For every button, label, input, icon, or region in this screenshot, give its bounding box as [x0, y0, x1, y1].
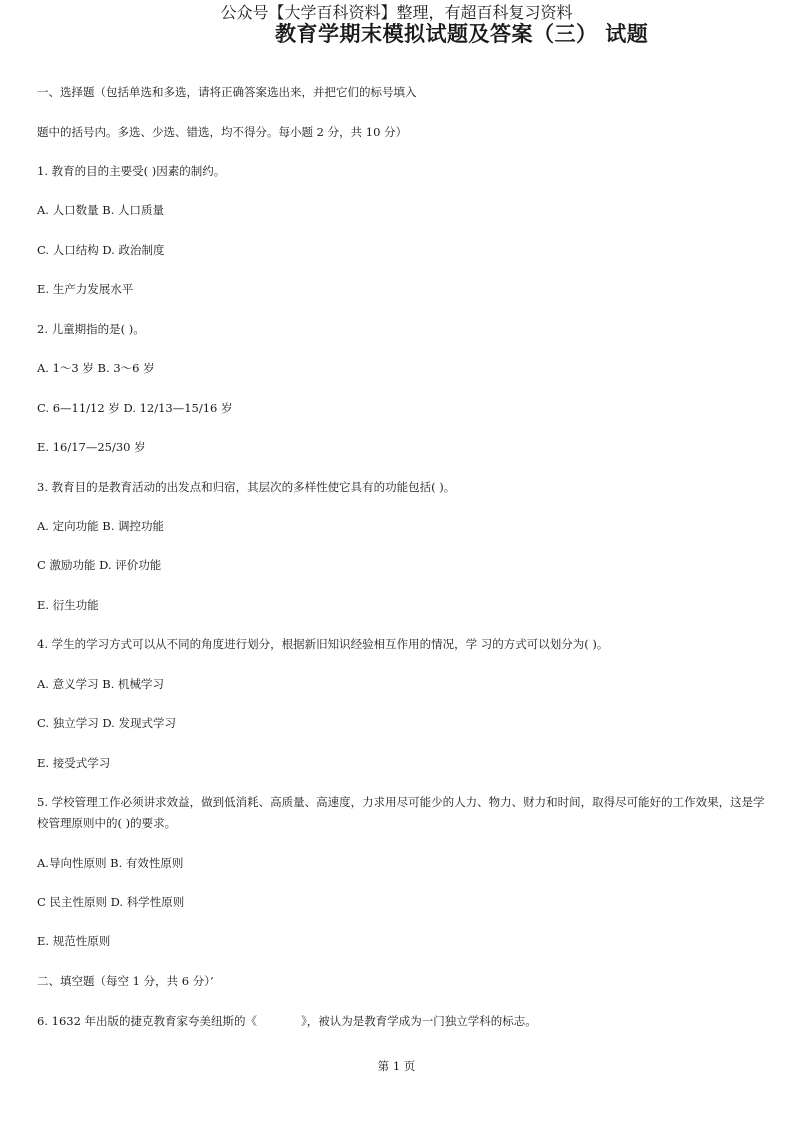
question-2-option-line: E. 16/17—25/30 岁	[37, 440, 146, 454]
question-5-option-line: C 民主性原则 D. 科学性原则	[37, 895, 185, 909]
question-6-after-blank: 》，被认为是教育学成为一门独立学科的标志。	[301, 1014, 537, 1028]
question-3-option-line: E. 衍生功能	[37, 598, 99, 612]
page-title: 教育学期末模拟试题及答案（三） 试题	[275, 22, 649, 46]
page-number: 第 1 页	[377, 1059, 416, 1073]
question-1-option-line: C. 人口结构 D. 政治制度	[37, 243, 165, 257]
question-6-line	[37, 1013, 537, 1029]
section-one-heading-line2: 题中的括号内。多选、少选、错选，均不得分。每小题 2 分，共 10 分）	[37, 125, 408, 139]
question-4-stem: 4. 学生的学习方式可以从不同的角度进行划分，根据新旧知识经验相互作用的情况，学 习的方式可以划分为( )。	[37, 637, 609, 651]
question-1-option-line: E. 生产力发展水平	[37, 282, 134, 296]
question-5-option-line: A.导向性原则 B. 有效性原则	[37, 856, 184, 870]
question-4-option-line: C. 独立学习 D. 发现式学习	[37, 716, 176, 730]
section-one-heading-line1: 一、选择题（包括单选和多选，请将正确答案选出来，并把它们的标号填入	[37, 85, 417, 99]
question-6-before-blank: 6. 1632 年出版的捷克教育家夸美纽斯的《	[37, 1014, 258, 1028]
question-2-option-line: C. 6—11/12 岁 D. 12/13—15/16 岁	[37, 401, 233, 415]
question-4-option-line: E. 接受式学习	[37, 756, 111, 770]
question-2-option-line: A. 1～3 岁 B. 3～6 岁	[37, 361, 155, 375]
question-3-stem: 3. 教育目的是教育活动的出发点和归宿，其层次的多样性使它具有的功能包括( )。	[37, 480, 456, 494]
question-2-stem: 2. 儿童期指的是( )。	[37, 322, 145, 336]
question-5-option-line: E. 规范性原则	[37, 934, 111, 948]
question-3-option-line: A. 定向功能 B. 调控功能	[37, 519, 165, 533]
question-1-option-line: A. 人口数量 B. 人口质量	[37, 203, 165, 217]
question-4-option-line: A. 意义学习 B. 机械学习	[37, 677, 165, 691]
question-3-option-line: C 激励功能 D. 评价功能	[37, 558, 162, 572]
question-5-stem: 5. 学校管理工作必须讲求效益，做到低消耗、高质量、高速度，力求用尽可能少的人力、物力、财力和时间，取得尽可能好的工作效果，这是学校管理原则中的( )的要求。	[37, 795, 765, 830]
question-1-stem: 1. 教育的目的主要受( )因素的制约。	[37, 164, 226, 178]
section-two-heading: 二、填空题（每空 1 分，共 6 分）’	[37, 974, 214, 988]
page-banner: 公众号【大学百科资料】整理，有超百科复习资料	[220, 3, 573, 22]
